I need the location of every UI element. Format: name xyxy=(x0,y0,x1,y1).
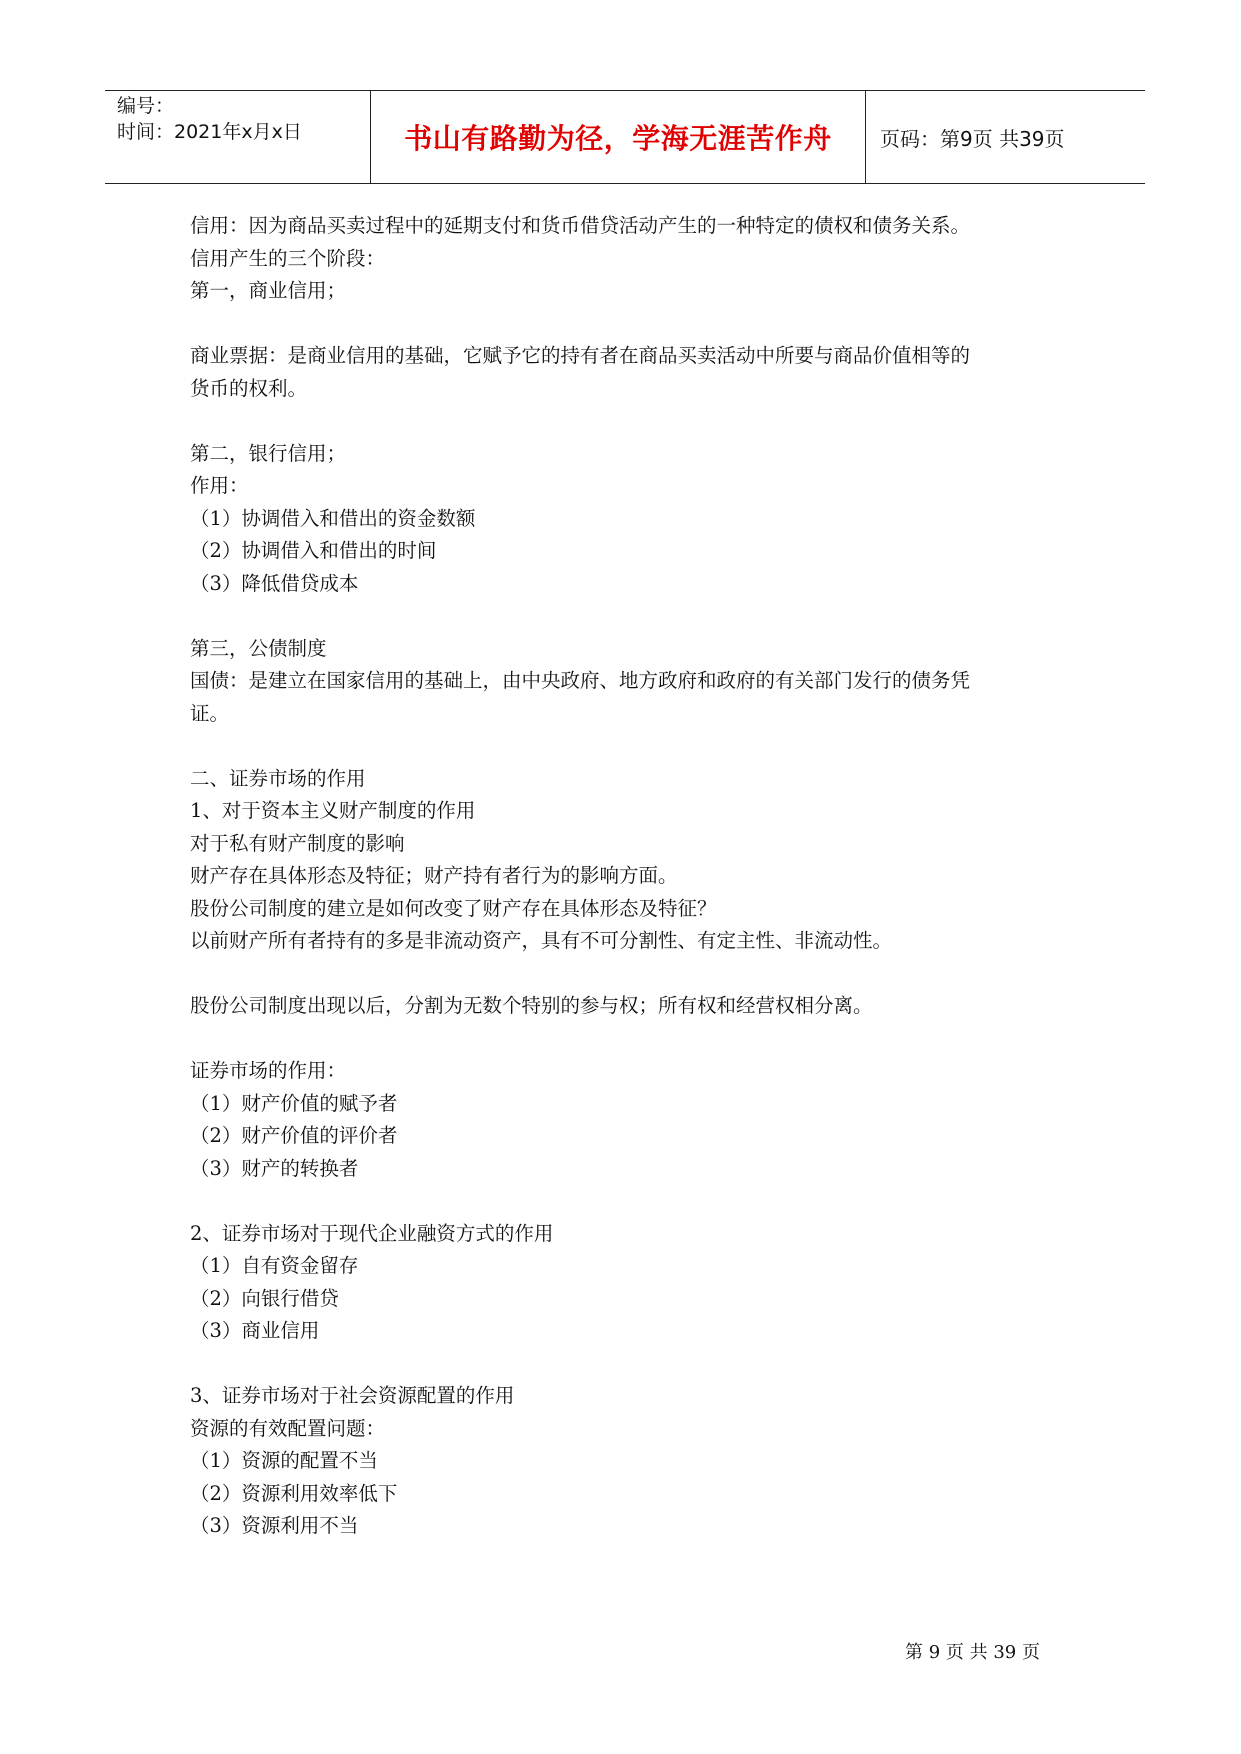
blank-line xyxy=(190,405,1070,438)
blank-line xyxy=(190,600,1070,633)
document-id-label: 编号： xyxy=(117,95,175,117)
body-text-line: 股份公司制度出现以后，分割为无数个特别的参与权；所有权和经营权相分离。 xyxy=(190,994,873,1017)
blank-line xyxy=(190,958,1070,991)
blank-line xyxy=(190,308,1070,341)
body-text-line: 2、证券市场对于现代企业融资方式的作用 xyxy=(190,1221,554,1245)
body-text-line: （3）商业信用 xyxy=(190,1319,320,1342)
body-text-line: 证。 xyxy=(190,701,230,725)
document-body xyxy=(190,210,1070,1543)
body-text-line: 财产存在具体形态及特征；财产持有者行为的影响方面。 xyxy=(190,864,678,887)
body-text-line: （3）降低借贷成本 xyxy=(190,571,359,595)
blank-line xyxy=(190,1348,1070,1381)
body-text-line: 信用：因为商品买卖过程中的延期支付和货币借贷活动产生的一种特定的债权和债务关系。 xyxy=(190,214,971,237)
header-motto: 书山有路勤为径，学海无涯苦作舟 xyxy=(404,122,832,155)
body-text-line: （1）财产价值的赋予者 xyxy=(190,1091,398,1115)
footer-page-number: 第 9 页 共 39 页 xyxy=(905,1642,1040,1663)
body-text-line: （2）向银行借贷 xyxy=(190,1286,339,1310)
body-text-line: 商业票据：是商业信用的基础，它赋予它的持有者在商品买卖活动中所要与商品价值相等的 xyxy=(190,344,971,367)
body-text-line: 货币的权利。 xyxy=(190,376,308,400)
header-page-number: 页码：第9页 共39页 xyxy=(880,126,1065,151)
body-text-line: 股份公司制度的建立是如何改变了财产存在具体形态及特征？ xyxy=(190,896,717,920)
header-left-cell xyxy=(105,91,371,183)
body-text-line: 对于私有财产制度的影响 xyxy=(190,831,405,855)
header-motto-cell xyxy=(371,91,866,183)
body-text-line: （1）资源的配置不当 xyxy=(190,1449,378,1472)
document-time-label: 时间：2021年x月x日 xyxy=(117,121,302,143)
body-text-line: 第三，公债制度 xyxy=(190,636,327,660)
body-text-line: 二、证券市场的作用 xyxy=(190,766,366,790)
blank-line xyxy=(190,1185,1070,1218)
body-text-line: （2）财产价值的评价者 xyxy=(190,1124,398,1147)
body-text-line: （2）协调借入和借出的时间 xyxy=(190,539,437,562)
header-page-cell xyxy=(866,91,1145,183)
body-text-line: 资源的有效配置问题： xyxy=(190,1416,386,1440)
body-text-line: 以前财产所有者持有的多是非流动资产，具有不可分割性、有定主性、非流动性。 xyxy=(190,929,893,952)
blank-line xyxy=(190,1023,1070,1056)
body-text-line: 信用产生的三个阶段： xyxy=(190,246,386,270)
body-text-line: 作用： xyxy=(190,474,249,497)
body-text-line: （1）协调借入和借出的资金数额 xyxy=(190,506,476,530)
body-text-line: 3、证券市场对于社会资源配置的作用 xyxy=(190,1384,515,1407)
blank-line xyxy=(190,730,1070,763)
body-text-line: 第二，银行信用； xyxy=(190,441,347,465)
body-text-line: （3）资源利用不当 xyxy=(190,1514,359,1537)
body-text-line: 第一，商业信用； xyxy=(190,279,347,302)
body-text-line: 国债：是建立在国家信用的基础上，由中央政府、地方政府和政府的有关部门发行的债务凭 xyxy=(190,669,971,692)
body-text-line: 1、对于资本主义财产制度的作用 xyxy=(190,799,476,822)
body-text-line: （2）资源利用效率低下 xyxy=(190,1481,398,1505)
document-header xyxy=(105,90,1145,184)
body-text-line: 证券市场的作用： xyxy=(190,1059,347,1082)
body-text-line: （1）自有资金留存 xyxy=(190,1254,359,1277)
body-text-line: （3）财产的转换者 xyxy=(190,1156,359,1180)
